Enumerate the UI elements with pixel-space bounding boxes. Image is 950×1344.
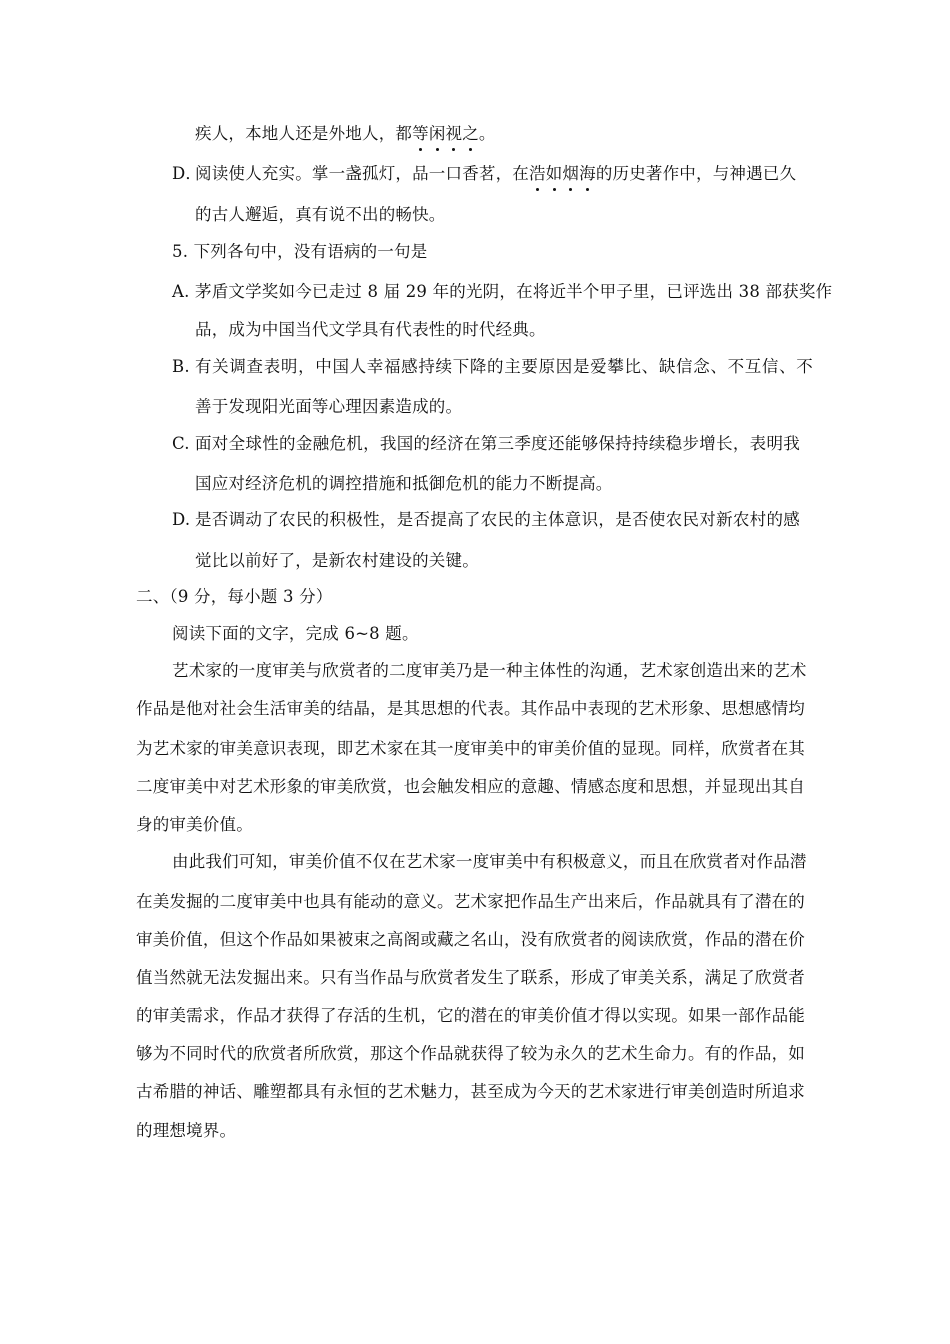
text-segment: 疾人，本地人还是外地人，都 xyxy=(195,124,413,143)
text-segment: 。 xyxy=(478,124,496,143)
option-a-line-1: 茅盾文学奖如今已走过 8 届 29 年的光阴，在将近半个甲子里，已评选出 38 部获奖作 xyxy=(195,282,833,301)
dotted-char: 浩 xyxy=(529,162,546,186)
option-c-continuation xyxy=(195,122,496,146)
option-label: A. xyxy=(172,282,190,301)
option-label: C. xyxy=(172,434,190,453)
option-label: B. xyxy=(172,357,190,376)
paragraph-2-line: 在美发掘的二度审美中也具有能动的意义。艺术家把作品生产出来后，作品就具有了潜在的 xyxy=(136,892,805,911)
option-b-line-1: 有关调查表明，中国人幸福感持续下降的主要原因是爱攀比、缺信念、不互信、不 xyxy=(195,357,813,376)
dotted-emphasis xyxy=(529,164,596,183)
section-heading: 二、（9 分，每小题 3 分） xyxy=(136,587,333,606)
option-label: D． xyxy=(172,164,203,183)
paragraph-1-line: 身的审美价值。 xyxy=(136,815,253,834)
paragraph-1-line: 作品是他对社会生活审美的结晶，是其思想的代表。其作品中表现的艺术形象、思想感情均 xyxy=(136,699,805,718)
paragraph-2-line: 审美价值，但这个作品如果被束之高阁或藏之名山，没有欣赏者的阅读欣赏，作品的潜在价 xyxy=(136,930,805,949)
paragraph-2-line: 的理想境界。 xyxy=(136,1121,237,1140)
question-stem: 5. 下列各句中，没有语病的一句是 xyxy=(172,242,428,261)
option-label: D. xyxy=(172,510,191,529)
dotted-emphasis xyxy=(412,124,479,143)
text-segment: 的历史著作中，与神遇已久 xyxy=(595,164,797,183)
paragraph-2-line: 古希腊的神话、雕塑都具有永恒的艺术魅力，甚至成为今天的艺术家进行审美创造时所追求 xyxy=(136,1082,805,1101)
option-b-line-2: 善于发现阳光面等心理因素造成的。 xyxy=(195,397,463,416)
option-c-line-1: 面对全球性的金融危机，我国的经济在第三季度还能够保持持续稳步增长，表明我 xyxy=(195,434,800,453)
dotted-char: 烟 xyxy=(562,162,579,186)
paragraph-1-line: 二度审美中对艺术形象的审美欣赏，也会触发相应的意趣、情感态度和思想，并显现出其自 xyxy=(136,777,805,796)
dotted-char: 闲 xyxy=(429,122,446,146)
dotted-char: 视 xyxy=(446,122,463,146)
option-d-line-2: 觉比以前好了，是新农村建设的关键。 xyxy=(195,551,479,570)
option-d-line-1: 是否调动了农民的积极性，是否提高了农民的主体意识，是否使农民对新农村的感 xyxy=(195,510,800,529)
paragraph-2-line: 的审美需求，作品才获得了存活的生机，它的潜在的审美价值才得以实现。如果一部作品能 xyxy=(136,1006,805,1025)
paragraph-1-line: 艺术家的一度审美与欣赏者的二度审美乃是一种主体性的沟通，艺术家创造出来的艺术 xyxy=(172,661,807,680)
paragraph-1-line: 为艺术家的审美意识表现，即艺术家在其一度审美中的审美价值的显现。同样，欣赏者在其 xyxy=(136,739,805,758)
reading-instruction: 阅读下面的文字，完成 6~8 题。 xyxy=(172,624,419,643)
dotted-char: 海 xyxy=(579,162,596,186)
paragraph-2-line: 够为不同时代的欣赏者所欣赏，那这个作品就获得了较为永久的艺术生命力。有的作品，如 xyxy=(136,1044,805,1063)
text-segment: 阅读使人充实。掌一盏孤灯，品一口香茗，在 xyxy=(195,164,529,183)
paragraph-2-line: 值当然就无法发掘出来。只有当作品与欣赏者发生了联系，形成了审美关系，满足了欣赏者 xyxy=(136,968,805,987)
dotted-char: 等 xyxy=(412,122,429,146)
paragraph-2-line: 由此我们可知，审美价值不仅在艺术家一度审美中有积极意义，而且在欣赏者对作品潜 xyxy=(172,852,807,871)
dotted-char: 如 xyxy=(546,162,563,186)
option-d-line-2: 的古人邂逅，真有说不出的畅快。 xyxy=(195,205,446,224)
option-c-line-2: 国应对经济危机的调控措施和抵御危机的能力不断提高。 xyxy=(195,474,613,493)
dotted-char: 之 xyxy=(462,122,479,146)
option-d-line-1 xyxy=(195,162,796,186)
option-a-line-2: 品，成为中国当代文学具有代表性的时代经典。 xyxy=(195,320,546,339)
